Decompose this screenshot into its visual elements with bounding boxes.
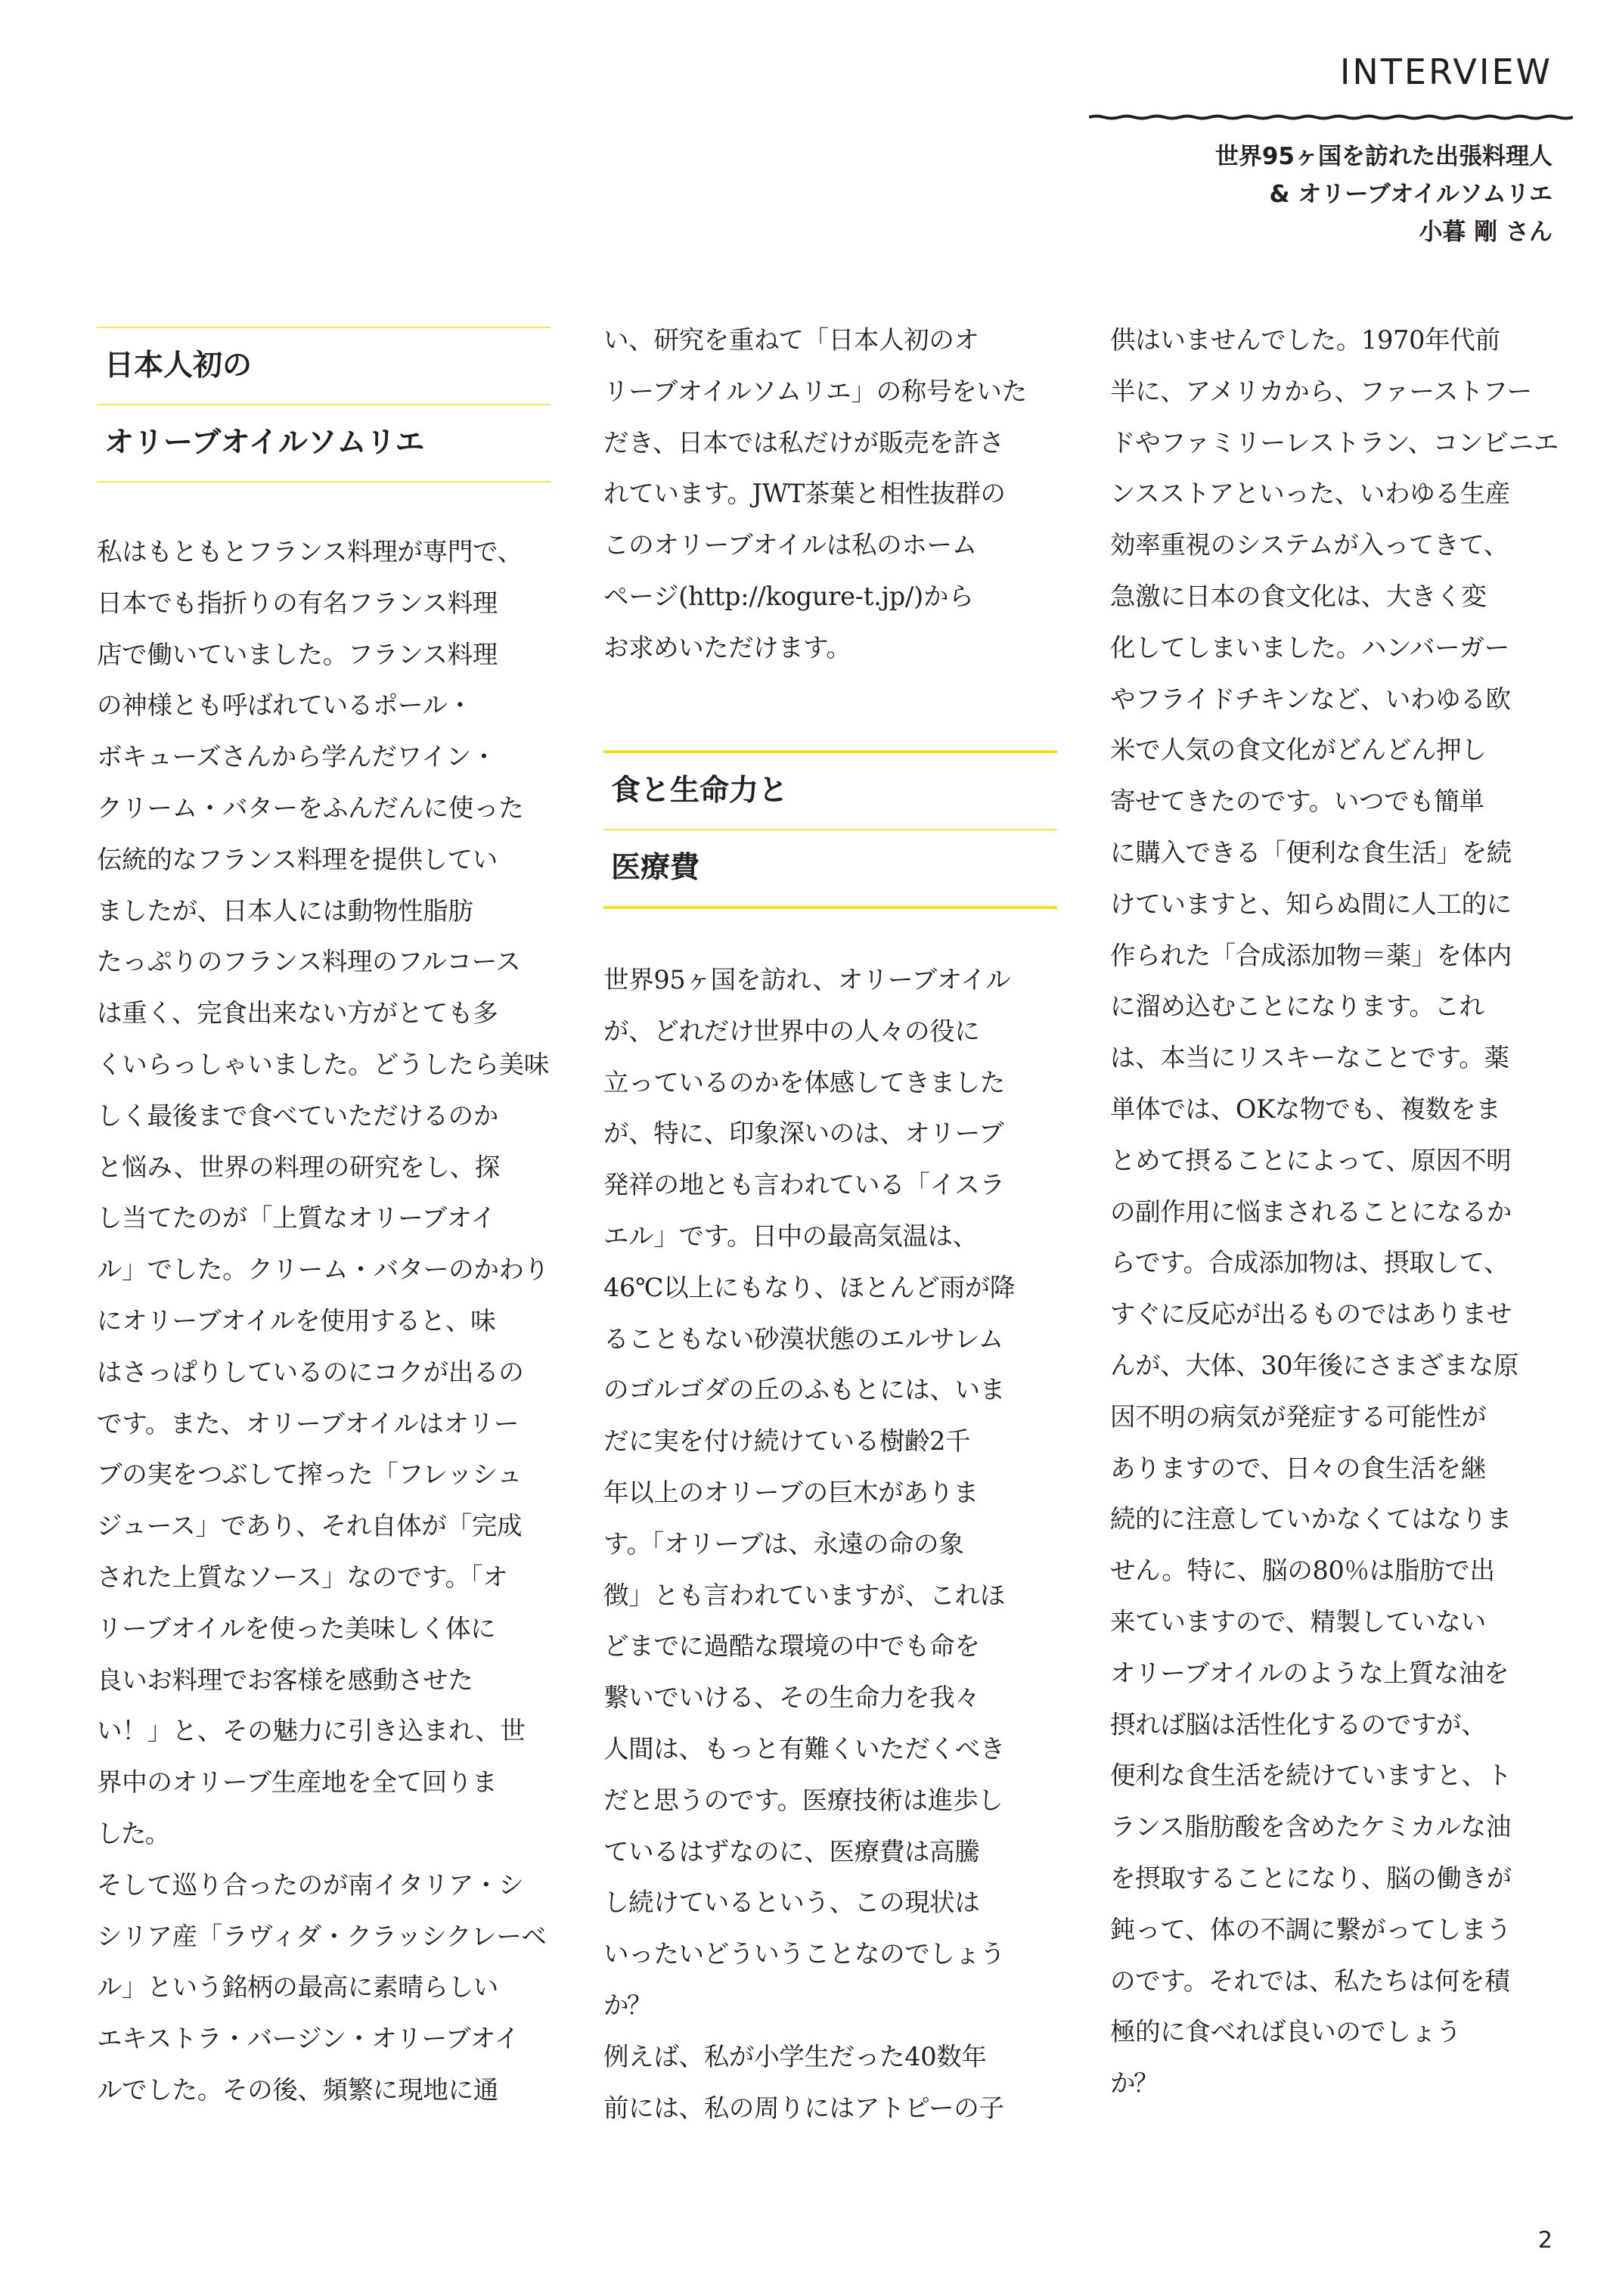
text-line: 米で人気の食文化がどんどん押し — [1110, 735, 1487, 765]
text-line: だと思うのです。医療技術は進歩し — [603, 1785, 1003, 1815]
text-line: 年以上のオリーブの巨木がありま — [603, 1477, 979, 1507]
text-line: クリーム・バターをふんだんに使った — [97, 793, 524, 823]
text-line: エル」です。日中の最高気温は、 — [603, 1221, 978, 1251]
text-line: どまでに過酷な環境の中でも命を — [603, 1631, 980, 1661]
text-line: 46℃以上にもなり、ほとんど雨が降 — [603, 1272, 1016, 1302]
text-line: 日本でも指折りの有名フランス料理 — [97, 588, 498, 618]
text-line: された上質なソース」なのです。「オ — [97, 1562, 508, 1592]
text-line: れています。JWT茶葉と相性抜群の — [603, 479, 1006, 509]
text-line: ることもない砂漠状態のエルサレム — [603, 1323, 1003, 1354]
heading-line: オリーブオイルソムリエ — [104, 426, 425, 460]
text-line: か？ — [603, 1990, 650, 2020]
body-column-3 — [1110, 315, 1568, 2109]
text-line: に溜め込むことになります。これ — [1110, 991, 1484, 1022]
text-line: 前には、私の周りにはアトピーの子 — [603, 2093, 1004, 2123]
text-line: ンスストアといった、いわゆる生産 — [1110, 479, 1510, 509]
section-heading-first — [97, 327, 551, 482]
text-line: い、研究を重ねて「日本人初のオ — [603, 325, 979, 355]
text-line: 供はいませんでした。1970年代前 — [1110, 325, 1500, 355]
text-line: んが、大体、30年後にさまざまな原 — [1110, 1350, 1519, 1380]
text-line: か？ — [1110, 2068, 1157, 2099]
text-line: ル」という銘柄の最高に素晴らしい — [97, 1972, 498, 2003]
text-line: オリーブオイルのような上質な油を — [1110, 1658, 1509, 1688]
text-line: 繋いでいける、その生命力を我々 — [603, 1683, 980, 1713]
text-line: 鈍って、体の不調に繋がってしまう — [1110, 1914, 1512, 1944]
text-line: リーブオイルを使った美味しく体に — [97, 1613, 496, 1643]
text-line: やフライドチキンなど、いわゆる欧 — [1110, 684, 1511, 714]
text-line: 立っているのかを体感してきました — [603, 1067, 1005, 1097]
text-line: だに実を付け続けている樹齢2千 — [603, 1426, 971, 1457]
interviewee-name: 小暮 剛 さん — [1419, 219, 1553, 246]
body-column-2-top — [603, 315, 1061, 674]
subtitle-line: & オリーブオイルソムリエ — [1269, 181, 1553, 208]
text-line: が、どれだけ世界中の人々の役に — [603, 1016, 980, 1046]
text-line: ドやファミリーレストラン、コンビニエ — [1110, 427, 1559, 458]
text-line: たっぷりのフランス料理のフルコース — [97, 947, 521, 977]
text-line: は重く、完食出来ない方がとても多 — [97, 998, 498, 1029]
heading-rule — [603, 906, 1057, 909]
text-line: ブの実をつぶして搾った「フレッシュ — [97, 1460, 523, 1490]
section-title: INTERVIEW — [1339, 51, 1553, 92]
text-line: のです。それでは、私たちは何を積 — [1110, 1966, 1510, 1996]
text-line: 寄せてきたのです。いつでも簡単 — [1110, 787, 1484, 817]
text-line: 半に、アメリカから、ファーストフー — [1110, 376, 1532, 406]
interviewee-subtitle — [1215, 138, 1553, 251]
text-line: しく最後まで食べていただけるのか — [97, 1100, 498, 1131]
text-line: 界中のオリーブ生産地を全て回りま — [97, 1767, 498, 1798]
text-line: 作られた「合成添加物＝薬」を体内 — [1110, 940, 1512, 970]
text-line: に購入できる「便利な食生活」を続 — [1110, 837, 1512, 867]
text-line: ありますので、日々の食生活を継 — [1110, 1453, 1486, 1483]
text-line: くいらっしゃいました。どうしたら美味 — [97, 1049, 549, 1079]
text-line: 急激に日本の食文化は、大きく変 — [1110, 581, 1487, 611]
text-line: お求めいただけます。 — [603, 632, 851, 662]
subtitle-line: 世界95ヶ国を訪れた出張料理人 — [1214, 143, 1553, 170]
text-line: の神様とも呼ばれているポール・ — [97, 690, 473, 721]
text-line: ボキューズさんから学んだワイン・ — [97, 742, 497, 772]
text-line: とめて摂ることによって、原因不明 — [1110, 1145, 1512, 1175]
text-line: す。「オリーブは、永遠の命の象 — [603, 1528, 964, 1559]
section-heading-second — [603, 750, 1057, 909]
text-line: せん。特に、脳の80％は脂肪で出 — [1110, 1556, 1495, 1586]
text-line: そして巡り合ったのが南イタリア・シ — [97, 1869, 524, 1900]
text-line: 摂れば脳は活性化するのですが、 — [1110, 1709, 1487, 1739]
text-line: 来ていますので、精製していない — [1110, 1606, 1486, 1637]
heading-line: 食と生命力と — [611, 774, 789, 808]
text-line: 単体では、OKな物でも、複数をま — [1110, 1094, 1501, 1124]
text-line: のゴルゴダの丘のふもとには、いま — [603, 1375, 1005, 1405]
text-line: です。また、オリーブオイルはオリー — [97, 1408, 520, 1438]
text-line: 発祥の地とも言われている「イスラ — [603, 1170, 1005, 1200]
text-line: 世界95ヶ国を訪れ、オリーブオイル — [603, 965, 1011, 994]
text-line: にオリーブオイルを使用すると、味 — [97, 1305, 496, 1336]
text-line: はさっぱりしているのにコクが出るの — [97, 1357, 524, 1387]
text-line: 因不明の病気が発症する可能性が — [1110, 1401, 1487, 1432]
header-divider — [1089, 113, 1573, 121]
text-line: 極的に食べれば良いのでしょう — [1110, 2017, 1461, 2047]
text-line: と悩み、世界の料理の研究をし、探 — [97, 1152, 501, 1182]
text-line: し続けているという、この現状は — [603, 1888, 980, 1918]
text-line: し当てたのが「上質なオリーブオイ — [97, 1203, 496, 1233]
text-line: だき、日本では私だけが販売を許さ — [603, 427, 1004, 458]
heading-rule — [97, 481, 551, 482]
text-line: を摂取することになり、脳の働きが — [1110, 1863, 1512, 1893]
text-line: ランス脂肪酸を含めたケミカルな油 — [1110, 1812, 1511, 1842]
text-line: した。 — [97, 1818, 169, 1848]
text-line: 人間は、もっと有難くいただくべき — [603, 1733, 1005, 1764]
text-line: このオリーブオイルは私のホーム — [603, 530, 977, 560]
text-line: ル」でした。クリーム・バターのかわり — [97, 1255, 549, 1285]
text-line: 良いお料理でお客様を感動させた — [97, 1665, 473, 1695]
text-line: い！」と、その魅力に引き込まれ、世 — [97, 1716, 526, 1746]
text-line: シリア産「ラヴィダ・クラッシクレーベ — [97, 1921, 547, 1951]
text-line: ているはずなのに、医療費は高騰 — [603, 1836, 980, 1866]
text-line: ルでした。その後、頻繁に現地に通 — [97, 2074, 498, 2105]
text-line: 効率重視のシステムが入ってきて、 — [1110, 530, 1509, 560]
text-line: ましたが、日本人には動物性脂肪 — [97, 895, 473, 926]
text-line: 私はもともとフランス料理が専門で、 — [97, 537, 523, 566]
page-number: 2 — [1537, 2227, 1553, 2254]
heading-line: 日本人初の — [104, 349, 253, 383]
text-line: エキストラ・バージン・オリーブオイ — [97, 2024, 520, 2054]
text-line: けていますと、知らぬ間に人工的に — [1110, 889, 1512, 919]
text-line: すぐに反応が出るものではありませ — [1110, 1299, 1512, 1330]
text-line: いったいどういうことなのでしょう — [603, 1939, 1005, 1969]
body-column-2-bottom — [603, 954, 1061, 2133]
text-line: ページ(http://kogure-t.jp/)から — [603, 581, 974, 611]
text-line: 伝統的なフランス料理を提供してい — [97, 844, 498, 874]
text-line: 化してしまいました。ハンバーガー — [1110, 632, 1509, 662]
text-line: 例えば、私が小学生だった40数年 — [603, 2041, 987, 2071]
text-line: リーブオイルソムリエ」の称号をいた — [603, 376, 1027, 406]
text-line: 店で働いていました。フランス料理 — [97, 639, 498, 669]
text-line: 徴」とも言われていますが、これほ — [603, 1580, 1005, 1610]
heading-line: 医療費 — [611, 851, 700, 885]
text-line: が、特に、印象深いのは、オリーブ — [603, 1119, 1004, 1149]
text-line: 続的に注意していかなくてはなりま — [1110, 1504, 1512, 1534]
text-line: らです。合成添加物は、摂取して、 — [1110, 1248, 1509, 1278]
text-line: の副作用に悩まされることになるか — [1110, 1196, 1512, 1227]
text-line: 便利な食生活を続けていますと、ト — [1110, 1761, 1512, 1791]
text-line: ジュース」であり、それ自体が「完成 — [97, 1511, 523, 1541]
text-line: は、本当にリスキーなことです。薬 — [1110, 1043, 1509, 1073]
body-column-1 — [97, 526, 554, 2116]
